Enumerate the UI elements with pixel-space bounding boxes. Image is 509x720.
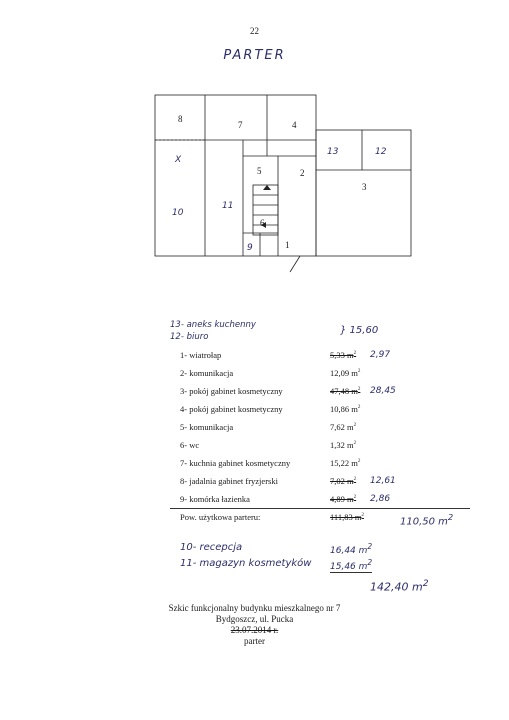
room-label-7: 7 [238, 120, 243, 130]
page-number: 22 [250, 26, 259, 36]
room-label-4: 4 [292, 120, 297, 130]
cross-mark: X [175, 155, 182, 165]
caption-line-1: Szkic funkcjonalny budynku mieszkalnego nr 7 [168, 603, 341, 613]
room-label-9: 9 [247, 243, 253, 253]
room-label-2: 2 [300, 168, 305, 178]
room-label-10: 10 [172, 208, 184, 218]
caption-line-4: parter [244, 636, 265, 646]
page-title: PARTER [223, 48, 286, 63]
hand-room-13: 13- aneks kuchenny [170, 320, 256, 330]
grand-total: 142,40 $m^2$ [370, 578, 429, 594]
room-label-3: 3 [362, 182, 367, 192]
stair-arrow-icon [263, 185, 271, 190]
room-label-13: 13 [327, 147, 339, 157]
room-label-6: 6 [260, 218, 265, 228]
room-label-1: 1 [285, 240, 290, 250]
floor-plan [150, 90, 420, 275]
room-label-11: 11 [222, 201, 234, 211]
room-label-5: 5 [257, 166, 262, 176]
caption-line-3: 23.07.2014 r. [230, 625, 279, 635]
document-page: 22 PARTER 8 7 4 13 12 5 2 3 10 11 6 9 1 X 13- aneks kuchenny 12- biuro } 15,60 1- wiatrołap 5,33 $m^2$ 2,97 2- komunikacja 12,09 $m^2$ 3- pokój gabinet kosmetyczny 47,48 $m^2$ 28,45 4- pokój gabinet kosmetyczny 10,86 $m^2$ 5- komunikacja 7,62 $m^2$ 6- wc 1,32 $m^2$ 7- kuchnia gabinet kosmetyczny 15,22 $m^2$ 8- jadalnia gabinet fryzjerski 7,02 $m^2$ 12,61 9- komórka łazienka 4,89 $m^2$ 2,86 Pow. użytkowa parteru: 111,83 $m^2$ 110,50 $m^2$ 10- recepcja 16,44 $m^2$ 11- magazyn kosmetyków 15,46 $m^2$ 142,40 $m^2$ Szkic funkcjonalny budynku mieszkalnego nr 7 Bydgoszcz, ul. Pucka 23.07.2014 r. parter [0, 0, 509, 720]
room-label-12: 12 [375, 147, 387, 157]
divider [170, 508, 470, 509]
caption-line-2: Bydgoszcz, ul. Pucka [215, 614, 294, 624]
hand-room-12: 12- biuro [170, 332, 209, 342]
bracket-total: } 15,60 [340, 325, 379, 336]
room-label-8: 8 [178, 114, 183, 124]
